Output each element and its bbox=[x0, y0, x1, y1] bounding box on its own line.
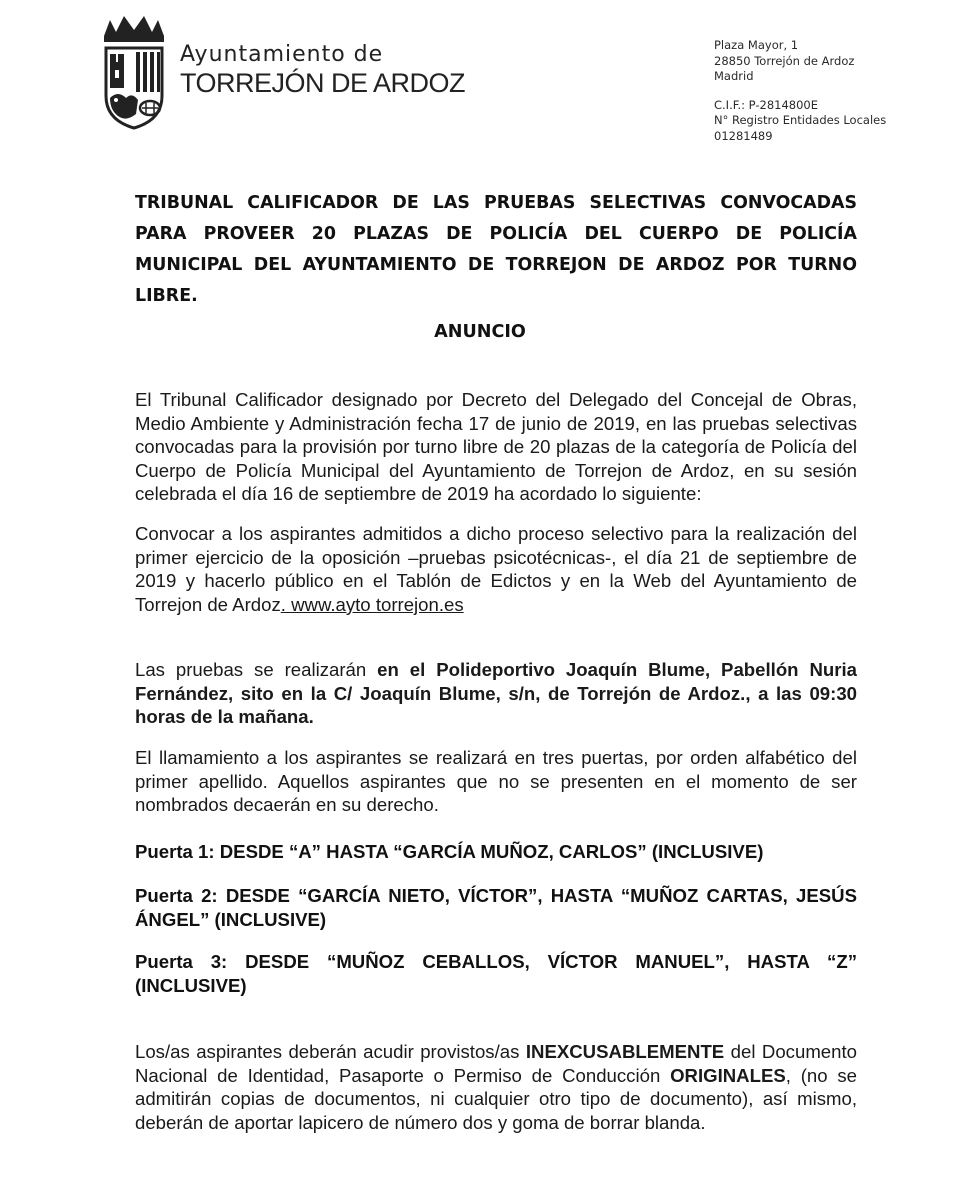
convocation-text: Convocar a los aspirantes admitidos a dicho proceso selectivo para la realización del primer ejercicio de la oposición –pruebas psicotécnicas-, el día 21 de septiembre de 2019 y hacerlo público en el Tablón de Edictos y en la Web del Ayuntamiento de Torrejon de Ardoz bbox=[135, 523, 857, 615]
paragraph-documents bbox=[135, 1040, 857, 1134]
address-registry-number: 01281489 bbox=[714, 128, 773, 143]
documents-part-1: Los/as aspirantes deberán acudir provistos/as bbox=[135, 1041, 526, 1062]
paragraph-convocation bbox=[135, 522, 857, 616]
website-link[interactable]: . www.ayto torrejon.es bbox=[280, 593, 464, 615]
address-block bbox=[714, 38, 886, 144]
paragraph-tribunal: El Tribunal Calificador designado por Decreto del Delegado del Concejal de Obras, Medio Ambiente y Administración fecha 17 de junio de 2019, en las pruebas selectivas convocadas para la provisión por turno libre de 20 plazas de la categoría de Policía del Cuerpo de Policía Municipal del Ayuntamiento de Torrejon de Ardoz, en su sesión celebrada el día 16 de septiembre de 2019 ha acordado lo siguiente: bbox=[135, 389, 857, 505]
location-intro: Las pruebas se realizarán bbox=[135, 659, 378, 680]
documents-emphasis-2: ORIGINALES bbox=[670, 1064, 786, 1086]
door-3: Puerta 3: DESDE “MUÑOZ CEBALLOS, VÍCTOR MANUEL”, HASTA “Z” (INCLUSIVE) bbox=[135, 951, 857, 996]
address-street: Plaza Mayor, 1 bbox=[714, 38, 799, 52]
announcement-title: ANUNCIO bbox=[434, 322, 526, 342]
paragraph-call-order: El llamamiento a los aspirantes se realizará en tres puertas, por orden alfabético del primer apellido. Aquellos aspirantes que no se presenten en el momento de ser nombrados decaerán en su derecho. bbox=[135, 747, 857, 816]
organization-name bbox=[180, 42, 465, 98]
address-cif: C.I.F.: P-2814800E bbox=[714, 97, 818, 112]
documents-part-2: del Documento Nacional de Identidad, Pasaporte o Permiso de Conducción bbox=[135, 1041, 857, 1086]
org-line-1: Ayuntamiento de bbox=[180, 42, 384, 67]
address-region: Madrid bbox=[714, 69, 754, 83]
paragraph-location bbox=[135, 658, 857, 729]
address-registry-label: N° Registro Entidades Locales bbox=[714, 113, 887, 127]
coat-of-arms-logo bbox=[96, 14, 172, 130]
documents-part-3: , (no se admitirán copias de documentos, ni cualquier otro tipo de documento), así mismo, deberán de aportar lapicero de número dos y goma de borrar blanda. bbox=[135, 1064, 857, 1133]
door-2: Puerta 2: DESDE “GARCÍA NIETO, VÍCTOR”, HASTA “MUÑOZ CARTAS, JESÚS ÁNGEL” (INCLUSIVE) bbox=[135, 885, 857, 930]
document-heading: TRIBUNAL CALIFICADOR DE LAS PRUEBAS SELECTIVAS CONVOCADAS PARA PROVEER 20 PLAZAS DE POLICÍA DEL CUERPO DE POLICÍA MUNICIPAL DEL AYUNTAMIENTO DE TORREJON DE ARDOZ POR TURNO LIBRE. bbox=[135, 193, 857, 306]
location-details: en el Polideportivo Joaquín Blume, Pabellón Nuria Fernández, sito en la C/ Joaquín Blume, s/n, de Torrejón de Ardoz., a las 09:30 horas de la mañana. bbox=[135, 659, 857, 728]
door-1: Puerta 1: DESDE “A” HASTA “GARCÍA MUÑOZ, CARLOS” (INCLUSIVE) bbox=[135, 841, 764, 862]
documents-emphasis-1: INEXCUSABLEMENTE bbox=[525, 1041, 725, 1062]
address-postal-city: 28850 Torrejón de Ardoz bbox=[714, 53, 855, 68]
org-line-2: TORREJÓN DE ARDOZ bbox=[180, 68, 466, 98]
